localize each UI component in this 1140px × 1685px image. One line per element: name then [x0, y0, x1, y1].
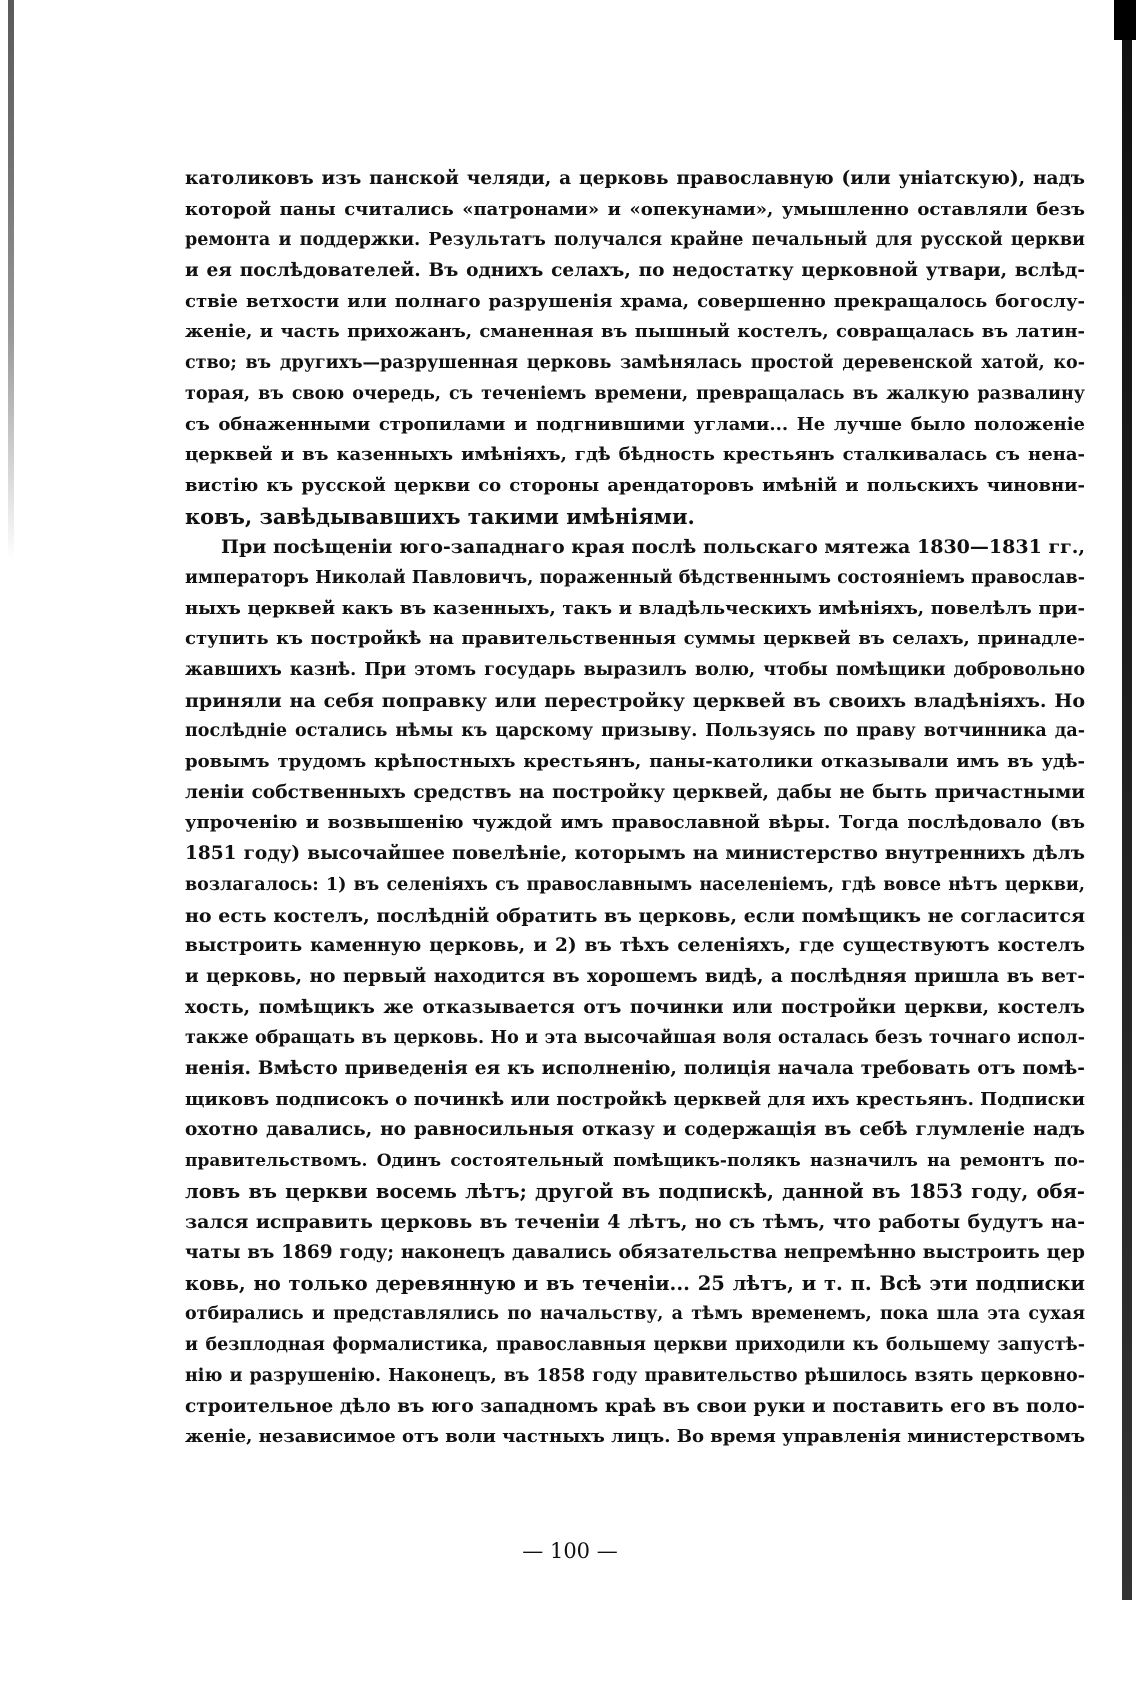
text-line: нію и разрушенію. Наконецъ, въ 1858 году правительство рѣшилось взять церковно-: [185, 1365, 1085, 1386]
text-line: ремонта и поддержки. Результатъ получался крайне печальный для русской церкви: [185, 230, 1085, 251]
scan-edge-left: [8, 0, 14, 560]
text-line: ковъ, завѣдывавшихъ такими имѣніями.: [185, 503, 695, 529]
page-number: — 100 —: [522, 1539, 618, 1563]
text-line: послѣдніе остались нѣмы къ царскому призыву. Пользуясь по праву вотчинника да-: [185, 721, 1085, 742]
text-line: леніи собственныхъ средствъ на постройку церквей, дабы не быть причастными: [185, 781, 1085, 803]
text-line: но есть костелъ, послѣдній обратить въ церковь, если помѣщикъ не согласится: [185, 904, 1085, 927]
text-line: ствіе ветхости или полнаго разрушенія храма, совершенно прекращалось богослу-: [185, 290, 1085, 312]
text-line: ныхъ церквей какъ въ казенныхъ, такъ и владѣльческихъ имѣніяхъ, повелѣлъ при-: [185, 597, 1085, 619]
text-line: 1851 году) высочайшее повелѣніе, которымъ на министерство внутреннихъ дѣлъ: [185, 843, 1085, 865]
text-line: съ обнаженными стропилами и подгнившими углами... Не лучше было положеніе: [185, 413, 1085, 435]
text-line: которой паны считались «патронами» и «опекунами», умышленно оставляли безъ: [185, 198, 1085, 220]
text-line: жавшихъ казнѣ. При этомъ государь выразилъ волю, чтобы помѣщики добровольно: [185, 660, 1085, 680]
text-line: хость, помѣщикъ же отказывается отъ починки или постройки церкви, костелъ: [185, 996, 1085, 1018]
text-line: женіе, и часть прихожанъ, сманенная въ пышный костелъ, совращалась въ латин-: [185, 321, 1085, 343]
text-line: ковь, но только деревянную и въ теченіи... 25 лѣтъ, и т. п. Всѣ эти подписки: [185, 1271, 1085, 1295]
text-line: ненія. Вмѣсто приведенія ея къ исполненію, полиція начала требовать отъ помѣ-: [185, 1057, 1085, 1079]
text-line: ступить къ постройкѣ на правительственныя суммы церквей въ селахъ, принадле-: [185, 628, 1085, 650]
scan-edge-right: [1122, 40, 1132, 1600]
text-line: правительствомъ. Одинъ состоятельный помѣщикъ-полякъ назначилъ на ремонтъ по-: [185, 1151, 1085, 1171]
text-line: щиковъ подписокъ о починкѣ или постройкѣ церквей для ихъ крестьянъ. Подписки: [185, 1088, 1085, 1110]
text-line: и ея послѣдователей. Въ однихъ селахъ, по недостатку церковной утвари, вслѣд-: [185, 260, 1085, 282]
text-line: женіе, независимое отъ воли частныхъ лицъ. Во время управленія министерствомъ: [185, 1426, 1085, 1448]
text-line: церквей и въ казенныхъ имѣніяхъ, гдѣ бѣдность крестьянъ сталкивалась съ нена-: [185, 444, 1085, 466]
text-line: и церковь, но первый находится въ хорошемъ видѣ, а послѣдняя пришла въ вет-: [185, 965, 1085, 987]
text-line: ство; въ другихъ—разрушенная церковь замѣнялась простой деревенской хатой, ко-: [185, 353, 1085, 374]
text-line: При посѣщеніи юго-западнаго края послѣ польскаго мятежа 1830—1831 гг.,: [221, 536, 1085, 559]
text-line: ловъ въ церкви восемь лѣтъ; другой въ подпискѣ, данной въ 1853 году, обя-: [185, 1179, 1085, 1203]
text-line: возлагалось: 1) въ селеніяхъ съ православнымъ населеніемъ, гдѣ вовсе нѣтъ церкви,: [185, 874, 1085, 895]
text-line: приняли на себя поправку или перестройку церквей въ своихъ владѣніяхъ. Но: [185, 689, 1085, 712]
text-line: и безплодная формалистика, православныя церкви приходили къ большему запустѣ-: [185, 1335, 1085, 1356]
text-line: отбирались и представлялись по начальству, а тѣмъ временемъ, пока шла эта сухая: [185, 1304, 1085, 1325]
text-line: зался исправить церковь въ теченіи 4 лѣтъ, но съ тѣмъ, что работы будутъ на-: [185, 1211, 1085, 1234]
text-line: католиковъ изъ панской челяди, а церковь православную (или уніатскую), надъ: [185, 168, 1085, 189]
text-line: ровымъ трудомъ крѣпостныхъ крестьянъ, паны-католики отказывали имъ въ удѣ-: [185, 751, 1085, 773]
text-line: выстроить каменную церковь, и 2) въ тѣхъ селеніяхъ, где существуютъ костелъ: [185, 935, 1085, 957]
text-line: охотно давались, но равносильныя отказу и содержащія въ себѣ глумленіе надъ: [185, 1119, 1085, 1141]
text-line: упроченію и возвышенію чуждой имъ православной вѣры. Тогда послѣдовало (въ: [185, 812, 1085, 834]
text-line: строительное дѣло въ юго западномъ краѣ въ свои руки и поставить его въ поло-: [185, 1395, 1085, 1417]
text-line: императоръ Николай Павловичъ, пораженный бѣдственнымъ состояніемъ православ-: [185, 567, 1085, 588]
text-line: торая, въ свою очередь, съ теченіемъ времени, превращалась въ жалкую развалину: [185, 383, 1085, 404]
text-line: чаты въ 1869 году; наконецъ давались обязательства непремѣнно выстроить цер: [185, 1242, 1085, 1264]
text-line: вистію къ русской церкви со стороны арендаторовъ имѣній и польскихъ чиновни-: [185, 474, 1085, 496]
text-line: также обращать въ церковь. Но и эта высочайшая воля осталась безъ точнаго испол-: [185, 1028, 1085, 1049]
body-text: [185, 164, 1085, 1453]
scan-edge-right-tab: [1114, 0, 1136, 40]
